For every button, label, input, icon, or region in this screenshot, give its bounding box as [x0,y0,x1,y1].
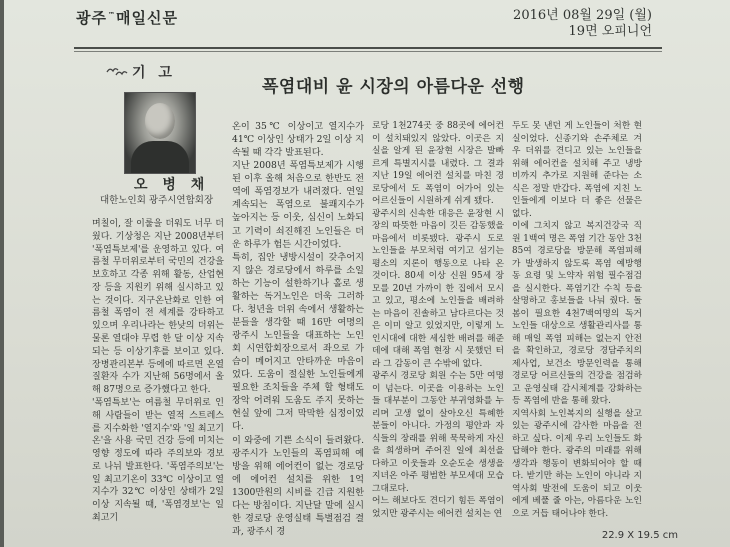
newspaper-clipping [4,0,730,547]
article-column-3-text: 로당 1천274곳 중 88곳에 에어컨이 설치돼있지 않았다. 이곳은 지 실을 알게 된 윤장현 시장은 발빠르게 특별지시를 내렸다. 그 결과 지난 19일 에어컨 설치를 마친 경로당에서 도 폭염이 어가어 있는 어르신들이 시원하게 쉬게 됐다. 광주시의 신속한 대응은 윤장현 시장의 따뜻한 마음이 깃든 감동했을 마음에서 비롯됐다. 광주시 도로 노인들을 부모처럼 여기고 섬기는 평소의 지론이 행동으로 나타 온 것이다. 80세 이상 신원 95세 장모를 20년 가까이 한 집에서 모시고 있고, 평소에 노인들을 배려하는 마음이 진솔하고 남다르다는 것은 이미 알고 있었지만, 이렇게 노인시대에 대한 세심한 배려를 해준데에 대해 폭염 현장 시 못했던 터라 그 감동이 큰 수밖에 없다. 광주시 경로당 회원 수는 5만 여명이 넘는다. 이곳을 이용하는 노인들 대부분이 그동안 부귀영화를 누리며 고생 없이 살아오신 특혜한 분들이 아니다. 가정의 평안과 자식들의 장래를 위해 묵묵하게 자신을 희생하며 주어진 일에 최선을 다하고 이웃들과 오순도순 생생을 지녀온 아주 평범한 부모세대 모습 그대로다. 어느 해보다도 견디기 힘든 폭염이었지만 광주시는 에어컨 설치는 연 [372,121,504,519]
article-column-4-text: 두도 못 낸던 게 노인들이 처한 현실이었다. 신종기와 손주체로 겨우 더위를 견디고 있는 노인들을 위해 에어컨을 설치해 주고 냉방비까지 추가로 지원해 준다는 소식은 정말 반갑다. 폭염에 지친 노인들에게 이보다 더 좋은 선물은 없다. 이에 그치지 않고 복지건강국 직원 1백여 명은 폭염 기간 동안 3천85여 경로당을 방문해 폭염피해가 발생하지 않도록 폭염 예방행동 요령 및 노약자 위험 필수점검을 실시한다. 폭염기간 수칙 등을 살명하고 홍보들을 나눠 줬다. 돌봄이 필요한 4천7백여명의 독거노인들 대상으로 생활관리사를 통해 매일 폭염 피해는 없는지 안전을 확인하고, 경로당 경담주치의제사업, 보건소 방문인력을 통해 경로당 어르신들의 건강을 점검하고 운영실태 감시체계를 강화하는 등 폭염에 반을 통해 왔다. 지역사회 노인복지의 실행을 살고 있는 광주시에 감사한 마음을 전하고 싶다. 이제 우리 노인들도 화답해야 한다. 광주의 미래를 위해 생각과 행동이 변화되어야 할 때다. 받기만 하는 노인이 아니라 지역사회 발전에 도움이 되고 이웃에게 베풀 줄 아는, 아름다운 노인으로 거듭 태어나야 한다. [512,121,642,519]
article-headline: 폭염대비 윤 시장의 아름다운 선행 [262,77,525,97]
publication-date: 2016년 08월 29일 (월) [513,8,652,23]
author-photo-body [131,141,189,173]
author-affiliation: 대한노인회 광주시연합회장 [100,195,214,206]
masthead-trademark: ™ [107,11,116,19]
author-name: 오 병 채 [134,177,210,193]
author-photo [124,92,196,174]
clipping-size-note: 22.9 X 19.5 cm [601,530,678,541]
dateline [513,8,652,40]
article-column-2-text: 온이 35℃ 이상이고 열지수가 41℃ 이상인 상태가 2일 이상 지속될 때 각각 발표된다. 지난 2008년 폭염특보제가 시행된 이후 올해 처음으로 한반도 전역에 폭염경보가 내려졌다. 연일 계속되는 폭염으로 불쾌지수가 높아지는 등 이웃, 심신이 노화되고 기력이 쇠진해진 노인들은 더운 하루가 험든 시간이었다. 특히, 집안 냉방시설이 갖추어지지 않은 경로당에서 하루를 소일하는 기능이 설한하기나 홀로 생활하는 독거노인은 더욱 그러하다. 청년을 더위 속에서 생활하는 분들을 생각할 때 16만 여명의 광주시 노인들을 대표하는 노인회 시연합회장으로서 좌으로 가슴이 메어지고 안타까운 마음이었다. 도움이 절실한 노인들에게 필요한 조치들을 주체 할 형태도 장악 어려워 도움도 주지 못하는 현실 앞에 그저 막막한 심정이었다. 이 와중에 기쁜 소식이 들려왔다. 광주시가 노인들의 폭염피해 예방을 위해 에어컨이 없는 경로당에 에어컨 설치를 위한 1억 1300만원의 시비를 긴급 지원한다는 방침이다. 지난달 말에 실시한 경로당 운영실태 특별점검 결과, 광주시 경 [232,121,364,537]
page-section: 19면 오피니언 [568,24,652,39]
article-column-1-text: 며칠이, 잘 이룰을 더워도 너무 더웠다. 기상청은 지난 2008년부터 '폭염특보제'를 운영하고 있다. 여름철 무더위로부터 국민의 건강을 보호하고 각종 위해 활동, 산업현장 등을 지원키 위해 실시하고 있는 것이다. 지구온난화로 인한 여름철 폭염이 전 세계를 강타하고 있으며 우리나라는 한낮의 더위는 물론 열대야 무렵 한 달 이상 지속되는 등 이상기후를 보이고 있다. 장병관리본부 등에에 따르면 온열 질환자 수가 지난해 56명에서 올해 87명으로 증가했다고 한다. '폭염특보'는 여름철 무더위로 인해 사람들이 받는 열적 스트레스를 지수화한 '열지수'와 '일 최고기온'을 사용 국민 건강 등에 미치는 영향 정도에 따라 주의보와 경보로 나뉘 발표한다. '폭염주의보'는 일 최고기온이 33℃ 이상이고 열지수가 32℃ 이상인 상태가 2일 이상 지속될 때, '폭염경보'는 일 최고기 [92,219,224,523]
birds-icon [106,64,128,78]
header-rule-thin [74,51,662,52]
author-photo-head [145,103,175,139]
article-column-1 [92,218,224,525]
masthead-name-rest: 매일신문 [115,9,178,27]
masthead-name-prefix: 광주 [76,9,107,27]
article-column-3 [372,120,504,520]
article-column-2 [232,120,364,538]
section-label-box [96,60,226,82]
section-label: 기 고 [132,65,176,81]
article-column-4 [512,120,642,520]
newspaper-masthead [76,7,178,28]
header-rule [74,47,662,49]
